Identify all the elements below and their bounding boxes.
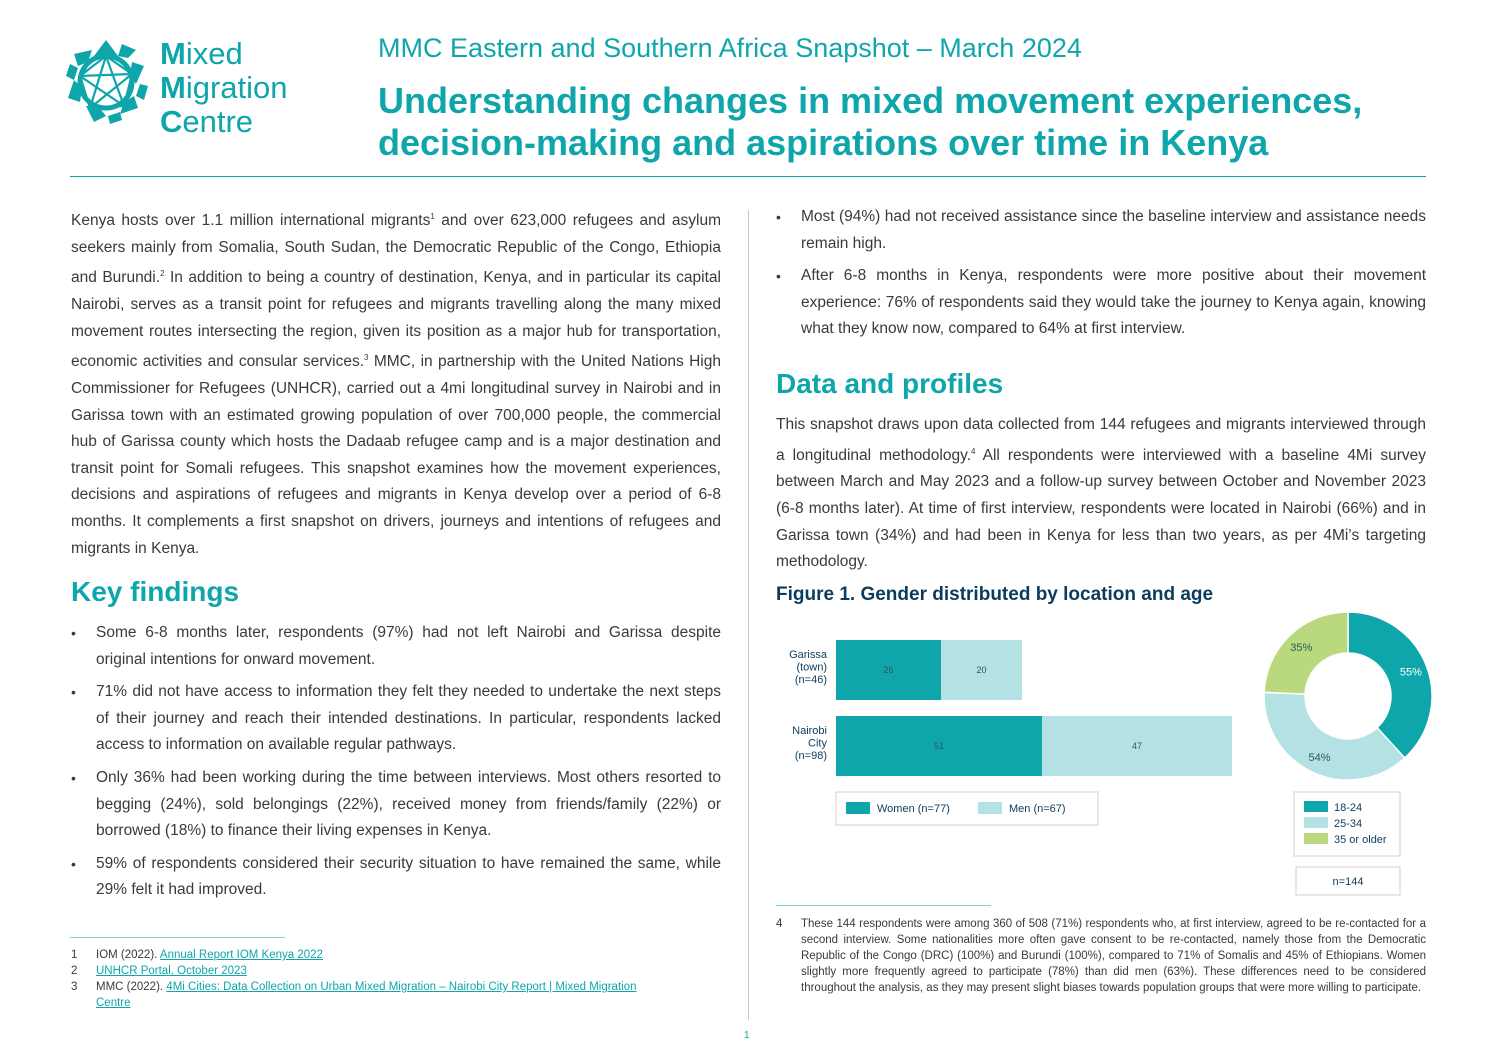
mmc-logo <box>60 36 310 139</box>
mmc-logo-mark-icon <box>60 36 152 128</box>
sample-size-label: n=144 <box>1332 876 1364 888</box>
legend-label: 25-34 <box>1334 818 1363 830</box>
gender-location-bar-chart <box>789 640 1232 825</box>
page-number: 1 <box>744 1030 750 1041</box>
figure-1-chart <box>776 610 1436 900</box>
list-item: • After 6-8 months in Kenya, respondents were more positive about their movement experience: 76% of respondents said they would take the journey to Kenya again, knowing what they know now, compared to 64% at first interview. <box>776 263 1426 343</box>
footnote-ref-4[interactable]: 4 <box>971 446 976 456</box>
legend-swatch <box>978 802 1002 814</box>
legend-label: Women (n=77) <box>877 803 950 815</box>
footnote-divider <box>70 937 285 938</box>
logo-word-centre: Centre <box>160 104 254 139</box>
bar-value-label: 20 <box>976 665 987 675</box>
data-profiles-heading: Data and profiles <box>776 368 1004 399</box>
category-label: (town) <box>796 661 827 674</box>
footnote-link[interactable]: 4Mi Cities: Data Collection on Urban Mixed Migration – Nairobi City Report | Mixed Migration <box>166 981 637 993</box>
slice-label: 35% <box>1290 642 1313 655</box>
slice-label: 55% <box>1399 666 1422 679</box>
list-item: • 71% did not have access to information they felt they needed to undertake the next steps of their journey and reach their intended destinations. In particular, respondents lacked access to information on available regular pathways. <box>71 679 721 759</box>
bar-value-label: 51 <box>934 741 945 751</box>
bar-value-label: 47 <box>1132 741 1143 751</box>
footnote-link[interactable]: Centre <box>96 997 131 1009</box>
footnote-ref-3[interactable]: 3 <box>364 353 369 363</box>
category-label: (n=46) <box>794 674 827 686</box>
legend-label: 35 or older <box>1334 834 1387 846</box>
age-donut-chart <box>1264 612 1432 895</box>
footnote-divider <box>776 905 991 906</box>
footnote-ref-2[interactable]: 2 <box>160 269 165 279</box>
footnote-1: 1 IOM (2022). Annual Report IOM Kenya 2022 <box>71 949 323 961</box>
key-findings-heading: Key findings <box>71 576 240 607</box>
intro-paragraph: Kenya hosts over 1.1 million international migrants$^1$ and over 623,000 refugees and asylum seekers mainly from Somalia, South Sudan, the Democratic Republic of the Congo, Ethiopia and Burundi.$^2$ In addition to being a country of destination, Kenya, and in particular its capital Nairobi, serves as a transit point for refugees and migrants travelling along the many mixed movement routes intersecting the region, given its position as a major hub for transportation, economic activities and consular services.$^3$ MMC, in partnership with the United Nations High Commissioner for Refugees (UNHCR), carried out a 4mi longitudinal survey in Nairobi and in Garissa town with an estimated growing population of over 700,000 people, the commercial hub of Garissa county which hosts the Dadaab refugee camp and is a major destination and transit point for Somali refugees. This snapshot examines how the movement experiences, decisions and aspirations of refugees and migrants in Kenya develop over a period of 6-8 months. It complements a first snapshot on drivers, journeys and intentions of refugees and migrants in Kenya. <box>71 212 721 557</box>
footnote-2: 2 UNHCR Portal, October 2023 <box>71 965 247 977</box>
footnote-link[interactable]: Annual Report IOM Kenya 2022 <box>159 949 323 961</box>
report-series-subtitle: MMC Eastern and Southern Africa Snapshot – March 2024 <box>378 33 1082 63</box>
legend-label: Men (n=67) <box>1009 803 1066 815</box>
category-label: City <box>808 737 827 750</box>
legend-label: 18-24 <box>1334 802 1363 814</box>
logo-word-mixed: Mixed <box>160 36 243 71</box>
list-item: • Some 6-8 months later, respondents (97%) had not left Nairobi and Garissa despite original intentions for onward movement. <box>71 620 721 673</box>
report-title: Understanding changes in mixed movement experiences, decision-making and aspirations over time in Kenya <box>378 80 1363 163</box>
donut-slice <box>1348 612 1432 758</box>
footnote-ref-1[interactable]: 1 <box>430 212 435 221</box>
legend-swatch <box>1304 801 1328 812</box>
footnote-3: 3 MMC (2022). 4Mi Cities: Data Collection on Urban Mixed Migration – Nairobi City Report | Mixed Migration Centre <box>71 981 637 1009</box>
logo-word-migration: Migration <box>160 70 288 105</box>
list-item: • Most (94%) had not received assistance since the baseline interview and assistance needs remain high. <box>776 204 1426 257</box>
key-findings-list <box>71 620 721 910</box>
slice-label: 54% <box>1308 752 1331 765</box>
donut-slice <box>1264 692 1405 780</box>
header-divider <box>70 176 1426 177</box>
bar-value-label: 26 <box>883 665 894 675</box>
category-label: Nairobi <box>792 725 827 737</box>
legend-swatch <box>1304 833 1328 844</box>
category-label: Garissa <box>789 649 827 661</box>
category-label: (n=98) <box>794 750 827 762</box>
list-item: • Only 36% had been working during the time between interviews. Most others resorted to begging (24%), sold belongings (22%), received money from friends/family (22%) or borrowed (18%) to finance their living expenses in Kenya. <box>71 765 721 845</box>
data-profiles-paragraph: This snapshot draws upon data collected from 144 refugees and migrants interviewed through a longitudinal methodology.$^4$ All respondents were interviewed with a baseline 4Mi survey between March and May 2023 and a follow-up survey between October and November 2023 (6-8 months later). At time of first interview, respondents were located in Nairobi (66%) and in Garissa town (34%) and had been in Kenya for less than two years, as per 4Mi’s targeting methodology. <box>776 416 1426 571</box>
figure-title: Figure 1. Gender distributed by location and age <box>776 584 1214 605</box>
key-findings-list-continued <box>776 204 1426 349</box>
list-item: • 59% of respondents considered their security situation to have remained the same, while 29% felt it had improved. <box>71 851 721 904</box>
legend-swatch <box>846 802 870 814</box>
footnote-4: 4 These 144 respondents were among 360 of 508 (71%) respondents who, at first interview, agreed to be re-contacted for a second interview. Some nationalities more often gave consent to be re-contacted, namely those from the Democratic Republic of the Congo (DRC) (100%) and Burundi (100%), compared to 71% of Somalis and 45% of Ethiopians. Women slightly more frequently agreed to participate (78%) than did men (63%). These differences need to be considered throughout the analysis, as they may present slight biases towards population groups that were more willing to participate. <box>776 918 1426 994</box>
column-divider <box>748 210 749 1020</box>
footnote-link[interactable]: UNHCR Portal, October 2023 <box>96 965 247 977</box>
legend-swatch <box>1304 817 1328 828</box>
